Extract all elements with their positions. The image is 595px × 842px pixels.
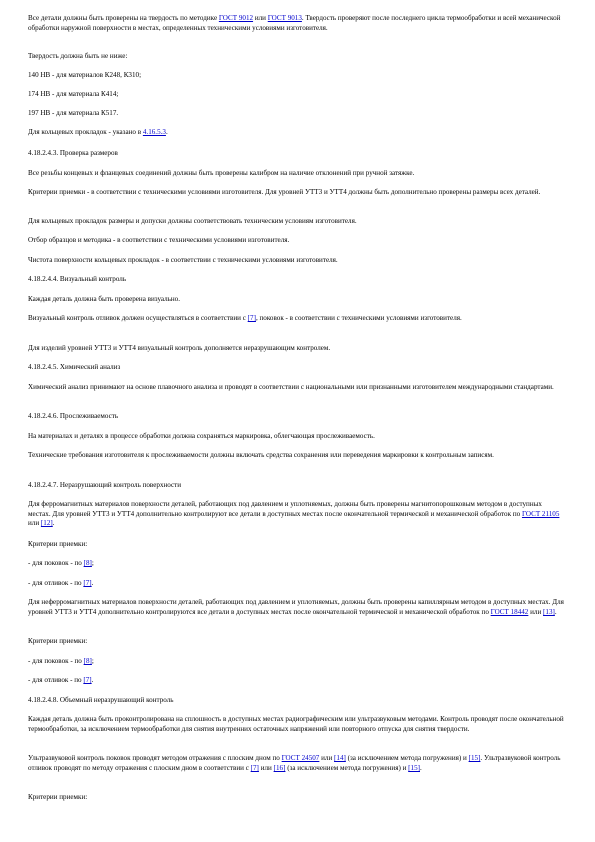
section-heading-visual-inspection: 4.18.2.4.4. Визуальный контроль [28,275,127,283]
paragraph-visual-castings [28,314,566,324]
link-ref-15[interactable]: [15] [468,754,481,762]
paragraph-acceptance-criteria: Критерии приемки - в соответствии с техническими условиями изготовителя. Для уровней УТТ3 и УТТ4 должны быть дополнительно проверены размеры всех деталей. [28,188,541,196]
text: . [91,676,94,684]
text: (за исключением метода погружения) и [285,763,409,772]
link-gost-9013[interactable]: ГОСТ 9013 [267,14,302,22]
link-ref-13[interactable]: [13] [543,607,555,616]
link-ref-7[interactable]: [7] [250,763,259,772]
paragraph-forgings-criteria-1 [28,559,94,569]
paragraph-castings-criteria-2 [28,676,93,686]
paragraph-volumetric-control: Каждая деталь должна быть проконтролирована на сплошность в доступных местах радиографическим или ультразвуковым методами. Контроль проводят после окончательной термообработки, за исключением термообработки для снятия внутренних остаточных напряжений или повторного отпуска для снятия твердости. [28,715,564,733]
paragraph-gasket-dimensions: Для кольцевых прокладок размеры и допуски должны соответствовать техническим условиям изготовителя. [28,217,357,225]
text: - для отливок - по [28,676,84,684]
paragraph-chemical-analysis: Химический анализ принимают на основе плавочного анализа и проводят в соответствии с национальными или признанными изготовителем международными стандартами. [28,383,554,391]
paragraph-non-ferromagnetic [28,598,566,617]
text: . Твердость проверяют после последнего цикла термообработки и всей механической обработки наружной поверхности в местах, определенных техническими условиями изготовителя. [28,14,561,32]
text: Для ферромагнитных материалов поверхности деталей, работающих под давлением и уплотняемых, должны быть проверены магнитопорошковым методом в доступных местах. Для уровней УТТ3 и УТТ4 дополнительно контролируют все детали в доступных местах после окончательной термической и механической обработок по [28,500,542,518]
text: Визуальный контроль отливок должен осуществляться в соответствии с [28,314,248,322]
text: . [420,763,422,772]
paragraph-ring-gaskets [28,128,168,138]
text: или [258,763,274,772]
text: Для неферромагнитных материалов поверхности деталей, работающих под давлением и уплотняемых, должны быть проверены капиллярным методом в доступных местах. Для уровней УТТ3 и УТТ4 дополнительно контролируются все детали в доступных местах после окончательной термической и механической обработок по [28,598,564,616]
section-heading-volumetric-ndt: 4.18.2.4.8. Объемный неразрушающий контроль [28,696,174,704]
paragraph-sampling: Отбор образцов и методика - в соответствии с техническими условиями изготовителя. [28,236,290,244]
paragraph-hardness-check [28,14,566,33]
link-4-16-5-3[interactable]: 4.16.5.3 [142,128,166,136]
link-ref-16[interactable]: [16] [273,763,286,772]
paragraph-hardness-min: Твердость должна быть не ниже: [28,52,128,60]
text: . Ультразвуковой контроль отливок проводят по методу отражения с плоским дном в соответствии с [28,754,561,772]
link-ref-12[interactable]: [12] [40,519,53,528]
text: или [528,607,544,616]
text: или [28,519,41,528]
text: . [91,579,94,587]
text: - для поковок - по [28,657,84,665]
link-gost-24507[interactable]: ГОСТ 24507 [281,754,320,762]
link-ref-8[interactable]: [8] [83,559,92,567]
paragraph-hardness-197: 197 НВ - для материала К517. [28,109,119,117]
link-ref-7[interactable]: [7] [83,676,92,684]
section-heading-traceability: 4.18.2.4.6. Прослеживаемость [28,412,119,420]
paragraph-forgings-criteria-2 [28,657,94,667]
paragraph-ferromagnetic [28,500,566,529]
link-ref-7[interactable]: [7] [83,579,92,587]
text: . [165,128,168,136]
link-gost-21105[interactable]: ГОСТ 21105 [521,509,560,518]
paragraph-marking: На материалах и деталях в процессе обработки должна сохраняться маркировка, облегчающая прослеживаемость. [28,432,375,440]
link-ref-15[interactable]: [15] [408,763,420,772]
paragraph-hardness-140: 140 НВ - для материалов К248, К310; [28,71,142,79]
text: Ультразвуковой контроль поковок проводят методом отражения с плоским дном по [28,754,282,762]
text: или [253,14,268,22]
paragraph-visual-each-part: Каждая деталь должна быть проверена визуально. [28,295,181,303]
text: (за исключением метода погружения) и [345,754,469,762]
link-ref-14[interactable]: [14] [334,754,346,762]
text: или [319,754,335,762]
paragraph-hardness-174: 174 НВ - для материала К414; [28,90,119,98]
text: ; [91,657,94,665]
paragraph-criteria-label-2: Критерии приемки: [28,637,88,645]
paragraph-ultrasonic [28,754,566,773]
paragraph-visual-levels: Для изделий уровней УТТ3 и УТТ4 визуальный контроль дополняется неразрушающим контролем. [28,344,331,352]
link-ref-7[interactable]: [7] [247,314,256,322]
paragraph-thread-gauge: Все резьбы концевых и фланцевых соединений должны быть проверены калибром на наличие отклонений при ручной затяжке. [28,169,415,177]
paragraph-criteria-label-3: Критерии приемки: [28,793,88,801]
text: Для кольцевых прокладок - указано в [28,128,143,136]
paragraph-surface-finish: Чистота поверхности кольцевых прокладок - в соответствии с техническими условиями изготовителя. [28,256,338,264]
link-ref-8[interactable]: [8] [83,657,92,665]
section-heading-chemical-analysis: 4.18.2.4.5. Химический анализ [28,363,121,371]
link-gost-18442[interactable]: ГОСТ 18442 [490,607,529,616]
paragraph-traceability-requirements: Технические требования изготовителя к прослеживаемости должны включать средства сохранения или переведения маркировки к контрольным записям. [28,451,494,459]
paragraph-castings-criteria-1 [28,579,93,589]
link-gost-9012[interactable]: ГОСТ 9012 [218,14,254,22]
text: ; [91,559,94,567]
text: - для поковок - по [28,559,84,567]
text: . [52,519,55,528]
text: - для отливок - по [28,579,84,587]
text: . [554,607,557,616]
section-heading-size-check: 4.18.2.4.3. Проверка размеров [28,149,118,157]
text: , поковок - в соответствии с техническими условиями изготовителя. [255,314,462,322]
section-heading-surface-ndt: 4.18.2.4.7. Неразрушающий контроль поверхности [28,481,182,489]
text: Все детали должны быть проверены на твердость по методике [28,14,219,22]
paragraph-criteria-label-1: Критерии приемки: [28,540,88,548]
